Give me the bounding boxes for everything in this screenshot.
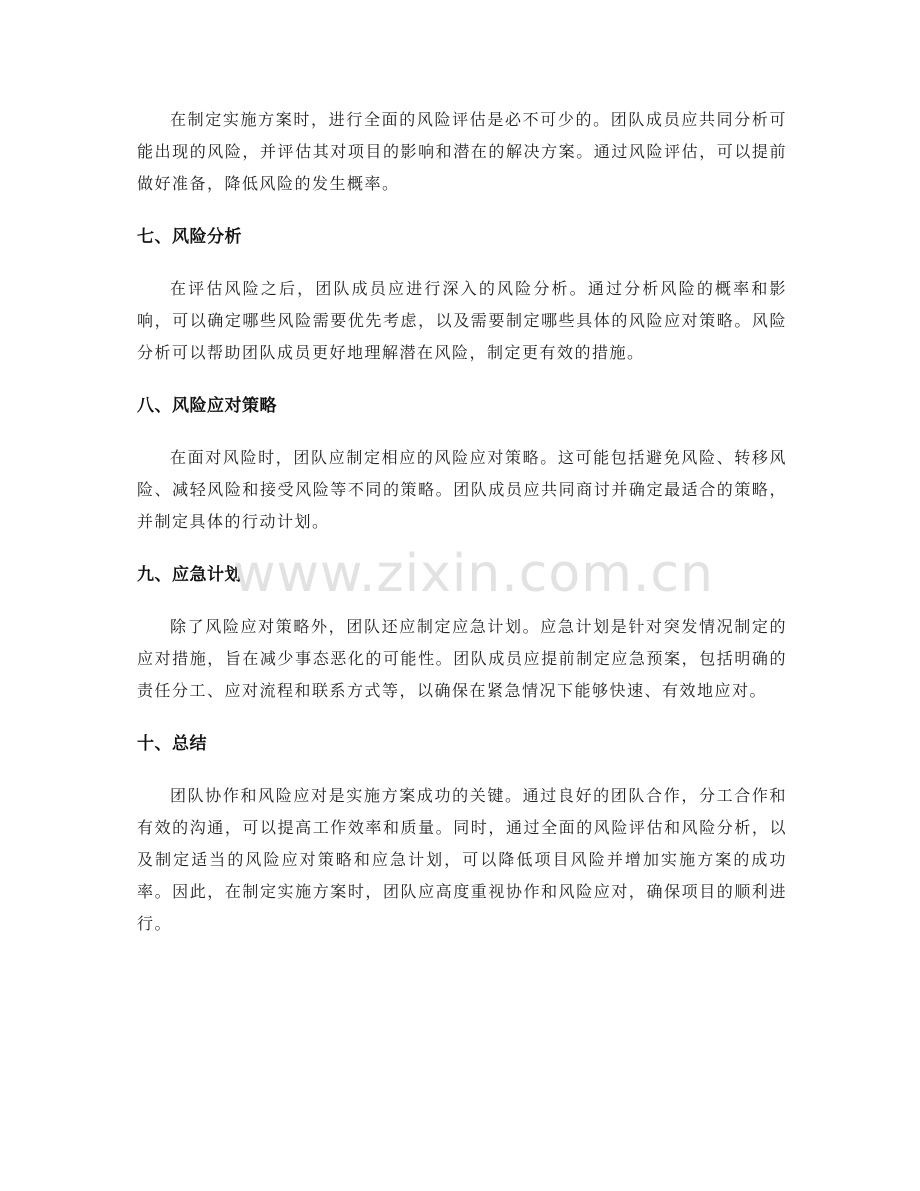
document-body <box>137 104 787 940</box>
paragraph-risk-analysis: 在评估风险之后，团队成员应进行深入的风险分析。通过分析风险的概率和影响，可以确定哪些风险需要优先考虑，以及需要制定哪些具体的风险应对策略。风险分析可以帮助团队成员更好地理解潜在风险，制定更有效的措施。 <box>137 279 787 362</box>
paragraph-summary: 团队协作和风险应对是实施方案成功的关键。通过良好的团队合作，分工合作和有效的沟通，可以提高工作效率和质量。同时，通过全面的风险评估和风险分析，以及制定适当的风险应对策略和应急计划，可以降低项目风险并增加实施方案的成功率。因此，在制定实施方案时，团队应高度重视协作和风险应对，确保项目的顺利进行。 <box>137 786 787 933</box>
heading-emergency-plan: 九、应急计划 <box>137 565 242 585</box>
paragraph-risk-response-strategy: 在面对风险时，团队应制定相应的风险应对策略。这可能包括避免风险、转移风险、减轻风险和接受风险等不同的策略。团队成员应共同商讨并确定最适合的策略，并制定具体的行动计划。 <box>137 448 787 531</box>
heading-summary: 十、总结 <box>137 734 207 754</box>
paragraph-emergency-plan: 除了风险应对策略外，团队还应制定应急计划。应急计划是针对突发情况制定的应对措施，旨在减少事态恶化的可能性。团队成员应提前制定应急预案，包括明确的责任分工、应对流程和联系方式等，以确保在紧急情况下能够快速、有效地应对。 <box>137 617 787 700</box>
heading-risk-response-strategy: 八、风险应对策略 <box>137 396 277 416</box>
paragraph-risk-assessment: 在制定实施方案时，进行全面的风险评估是必不可少的。团队成员应共同分析可能出现的风险，并评估其对项目的影响和潜在的解决方案。通过风险评估，可以提前做好准备，降低风险的发生概率。 <box>137 110 787 193</box>
heading-risk-analysis: 七、风险分析 <box>137 227 242 247</box>
watermark: www.zixin.com.cn <box>233 544 714 604</box>
